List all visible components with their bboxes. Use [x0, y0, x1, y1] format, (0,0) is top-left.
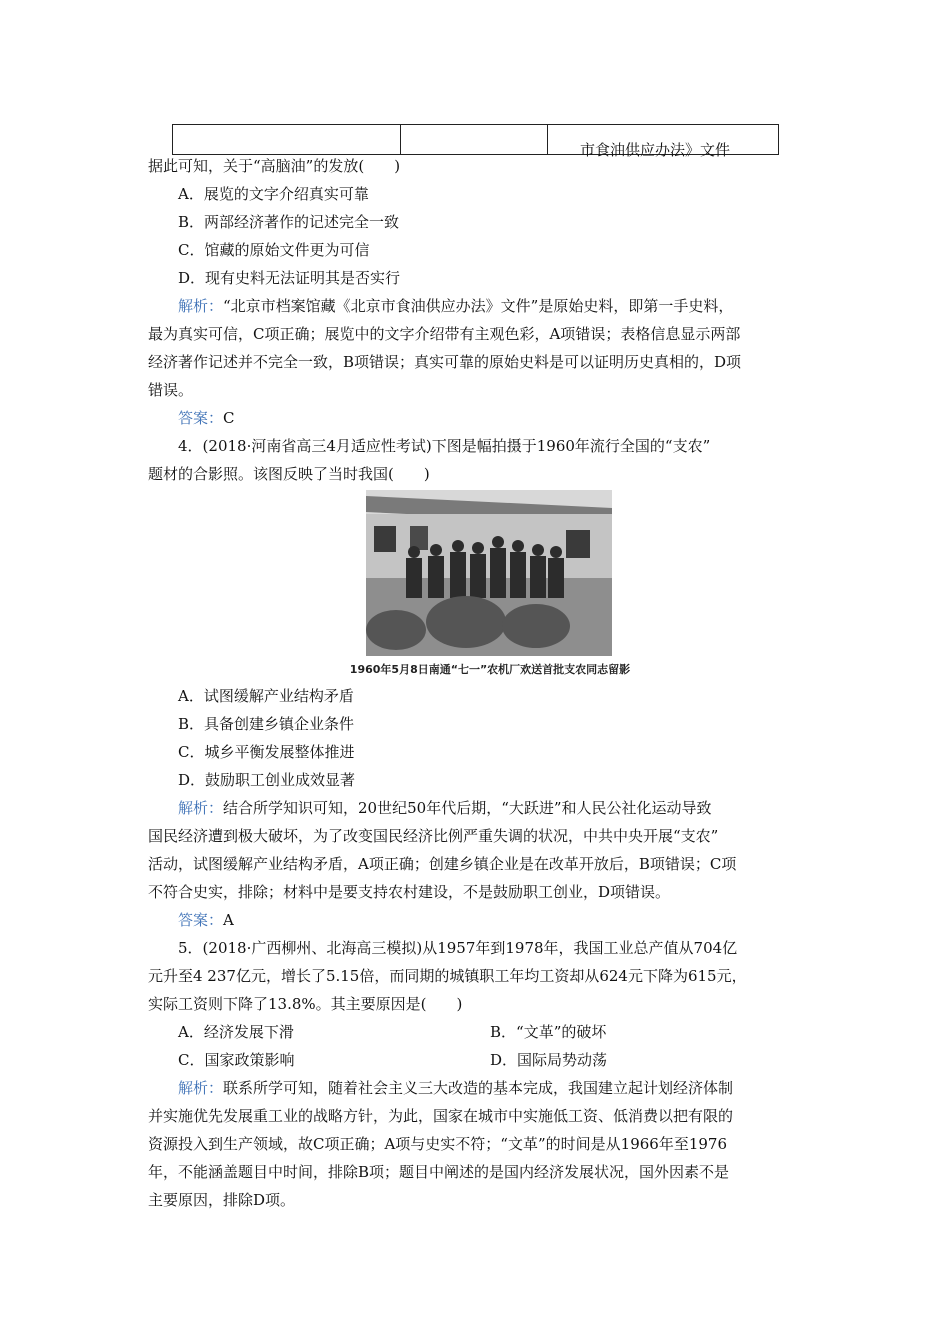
- q4-analysis-line: 不符合史实，排除；材料中是要支持农村建设，不是鼓励职工创业，D项错误。: [148, 883, 671, 901]
- q5-analysis-line: 资源投入到生产领域，故C项正确；A项与史实不符；“文革”的时间是从1966年至1976: [148, 1135, 727, 1153]
- photo-caption: 1960年5月8日南通“七一”农机厂欢送首批支农同志留影: [349, 663, 631, 676]
- q3-option-d: D．现有史料无法证明其是否实行: [178, 269, 401, 287]
- q3-analysis-line: 经济著作记述并不完全一致，B项错误；真实可靠的原始史料是可以证明历史真相的，D项: [148, 353, 742, 371]
- historical-group-photo: [366, 490, 612, 656]
- photo-illustration: [366, 490, 612, 656]
- q4-stem-line: 4．(2018·河南省高三4月适应性考试)下图是幅拍摄于1960年流行全国的“支农”: [178, 437, 711, 455]
- q5-option-d: D．国际局势动荡: [490, 1051, 608, 1069]
- q4-option-d: D．鼓励职工创业成效显著: [178, 771, 356, 789]
- q4-stem-line: 题材的合影照。该图反映了当时我国( ): [148, 465, 430, 483]
- answer-label: 答案：: [178, 911, 224, 929]
- analysis-label: 解析：: [178, 799, 224, 817]
- q5-analysis-line: 主要原因，排除D项。: [148, 1191, 296, 1209]
- q5-option-b: B．“文革”的破坏: [490, 1023, 607, 1041]
- q4-analysis-line: 解析：结合所学知识可知，20世纪50年代后期，“大跃进”和人民公社化运动导致: [178, 799, 712, 817]
- q5-stem-line: 实际工资则下降了13.8%。其主要原因是( ): [148, 995, 463, 1013]
- table-cell: [548, 125, 779, 159]
- table-fragment: [172, 124, 779, 159]
- q5-option-a: A．经济发展下滑: [178, 1023, 294, 1041]
- q5-stem-line: 5．(2018·广西柳州、北海高三模拟)从1957年到1978年，我国工业总产值从704亿: [178, 939, 738, 957]
- answer-label: 答案：: [178, 409, 224, 427]
- q3-option-a: A．展览的文字介绍真实可靠: [178, 185, 369, 203]
- q3-analysis-line: 错误。: [148, 381, 194, 399]
- q4-answer: 答案：A: [178, 911, 234, 929]
- q3-option-c: C．馆藏的原始文件更为可信: [178, 241, 370, 259]
- q5-analysis-line: 并实施优先发展重工业的战略方针，为此，国家在城市中实施低工资、低消费以把有限的: [148, 1107, 734, 1125]
- table-cell: [401, 125, 548, 155]
- q3-answer: 答案：C: [178, 409, 235, 427]
- q5-analysis-line: 年，不能涵盖题目中时间，排除B项；题目中阐述的是国内经济发展状况，国外因素不是: [148, 1163, 730, 1181]
- table-cell: [173, 125, 401, 155]
- q3-analysis-line: 解析：“北京市档案馆藏《北京市食油供应办法》文件”是原始史料，即第一手史料，: [178, 297, 734, 315]
- q3-option-b: B．两部经济著作的记述完全一致: [178, 213, 400, 231]
- q3-stem: 据此可知，关于“高脑油”的发放( ): [148, 157, 401, 175]
- table-cell-text: 市食油供应办法》文件: [580, 141, 731, 159]
- q5-stem-line: 元升至4 237亿元，增长了5.15倍，而同期的城镇职工年均工资却从624元下降为615元，: [148, 967, 747, 985]
- analysis-label: 解析：: [178, 1079, 224, 1097]
- q4-option-c: C．城乡平衡发展整体推进: [178, 743, 355, 761]
- q5-analysis-line: 解析：联系所学可知，随着社会主义三大改造的基本完成，我国建立起计划经济体制: [178, 1079, 734, 1097]
- q4-option-a: A．试图缓解产业结构矛盾: [178, 687, 354, 705]
- q5-option-c: C．国家政策影响: [178, 1051, 295, 1069]
- q4-analysis-line: 国民经济遭到极大破坏，为了改变国民经济比例严重失调的状况，中共中央开展“支农”: [148, 827, 719, 845]
- analysis-label: 解析：: [178, 297, 224, 315]
- q4-analysis-line: 活动，试图缓解产业结构矛盾，A项正确；创建乡镇企业是在改革开放后，B项错误；C项: [148, 855, 737, 873]
- q4-option-b: B．具备创建乡镇企业条件: [178, 715, 355, 733]
- q3-analysis-line: 最为真实可信，C项正确；展览中的文字介绍带有主观色彩，A项错误；表格信息显示两部: [148, 325, 741, 343]
